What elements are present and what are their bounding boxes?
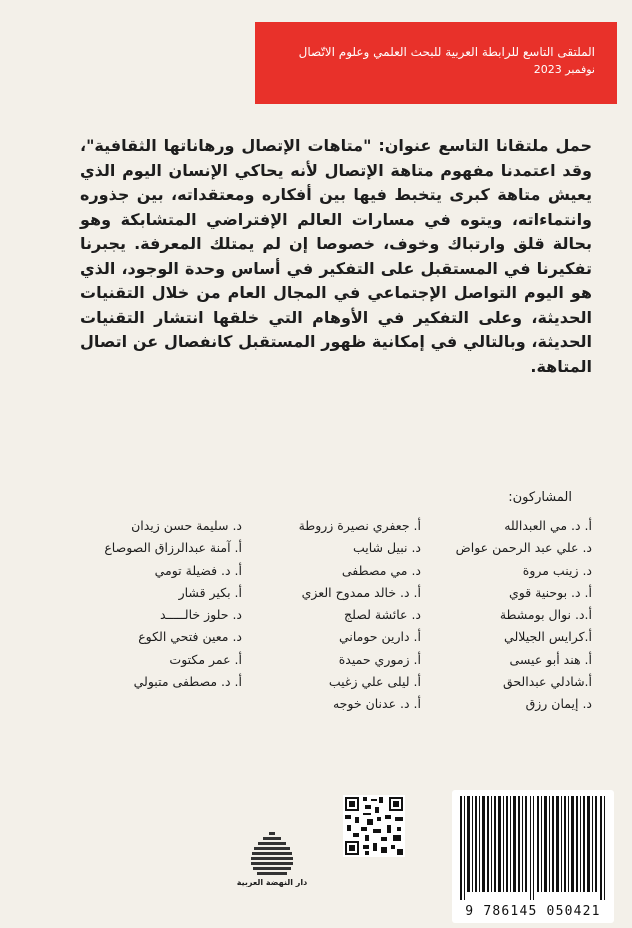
- blurb-text: حمل ملتقانا التاسع عنوان: "متاهات الإتصال ورهاناتها الثقافية"، وقد اعتمدنا مفهوم متاهة الإتصال لأنه يحاكي الإنسان اليوم الذي يعيش متاهة كبرى يتخبط فيها بين أفكاره ومعتقداته، بين جذوره وانتماءاته، ويتوه في مسارات العالم الإفتراضي المتشابكة وهو بحالة قلق وارتباك وخوف، خصوصا إن لم يمتلك المعرفة. يجبرنا تفكيرنا في المستقبل على التفكير في أساس وحدة الوجود، الذي هو اليوم التواصل الإجتماعي في المجال العام من خلال التقنيات الحديثة، وعلى التفكير في الأوهام التي خلقها انتشار التقنيات الحديثة، وبالتالي في إمكانية ظهور المستقبل كانفصال عن اتصال المتاهة.: [80, 136, 592, 376]
- participant-name: أ. د. فضيلة تومي: [154, 562, 242, 578]
- participant-name: د. سليمة حسن زيدان: [131, 518, 242, 533]
- participant-name: أ. د. مي العبدالله: [504, 518, 592, 533]
- participant-name: د. مي مصطفى: [341, 562, 421, 578]
- participant-name: أ. د. عدنان خوجه: [332, 696, 421, 712]
- participant-name: د. حلوز خالـــــد: [159, 607, 242, 623]
- participant-name: د. معين فتحي الكوع: [138, 629, 242, 645]
- participant-name: أ. دارين حوماني: [338, 629, 421, 645]
- participant-name: أ. ليلى علي زغيب: [328, 674, 421, 690]
- participants-column-left: [42, 515, 242, 693]
- participant-name: د. زينب مروة: [522, 562, 592, 578]
- participants-column-right: [432, 515, 592, 716]
- participants-column-middle: [251, 515, 421, 716]
- participant-name: أ. هند أبو عيسى: [509, 651, 592, 667]
- participant-name: د. نبيل شايب: [352, 540, 421, 556]
- banner-date: نوفمبر 2023: [533, 63, 595, 76]
- participant-name: د. عائشة لصلج: [344, 607, 421, 623]
- participant-name: أ.شادلي عبدالحق: [502, 674, 592, 690]
- participant-name: أ. د. بوحنية قوي: [508, 584, 592, 600]
- red-banner: [255, 22, 617, 104]
- participant-name: د. إيمان رزق: [525, 696, 592, 712]
- participant-name: أ.كرايس الجيلالي: [504, 629, 592, 645]
- isbn-barcode: [452, 790, 614, 923]
- isbn-number: 9 786145 050421: [465, 904, 601, 919]
- banner-title: الملتقى التاسع للرابطة العربية للبحث العلمي وعلوم الاتّصال: [298, 45, 595, 59]
- participant-name: أ. آمنة عبدالرزاق الصوصاع: [104, 540, 242, 556]
- publisher-name: دار النهضة العربية: [236, 878, 308, 887]
- participant-name: أ. عمر مكتوت: [169, 651, 242, 667]
- publisher-logo-icon: [243, 830, 301, 876]
- participants-heading: المشاركون:: [508, 490, 572, 505]
- participant-name: أ. بكير قشار: [178, 584, 242, 600]
- participant-name: أ. جعفري نصيرة زروطة: [298, 518, 421, 533]
- participant-name: أ. د. خالد ممدوح العزي: [301, 584, 421, 600]
- participant-name: أ.د. نوال بومشطة: [499, 607, 592, 623]
- qr-code: [343, 795, 405, 857]
- participant-name: د. علي عبد الرحمن عواض: [455, 540, 592, 556]
- participant-name: أ. د. مصطفى متبولي: [133, 674, 242, 690]
- participant-name: أ. زموري حميدة: [338, 651, 421, 667]
